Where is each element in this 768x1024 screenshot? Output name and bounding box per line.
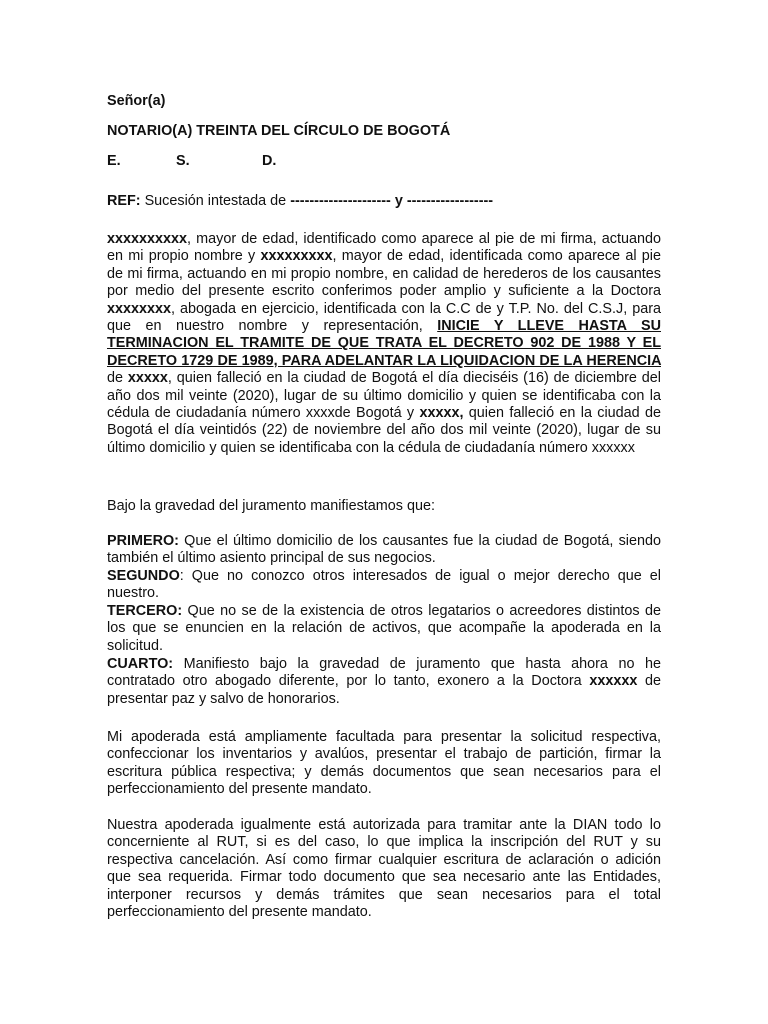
- addressee: NOTARIO(A) TREINTA DEL CÍRCULO DE BOGOTÁ: [107, 123, 451, 139]
- item-label: PRIMERO:: [107, 533, 179, 549]
- deceased-name-2: xxxxx,: [419, 405, 464, 422]
- reference-line: [107, 193, 661, 210]
- power-of-attorney-paragraph: [107, 231, 661, 457]
- paragraph-text: de: [107, 370, 128, 387]
- esd-e: E.: [107, 153, 121, 169]
- item-label: CUARTO:: [107, 656, 174, 672]
- authority-paragraph: Mi apoderada está ampliamente facultada para presentar la solicitud respectiva, confeccionar los inventarios y avalúos, presentar el trabajo de partición, firmar la escritura pública respectiva; y demás documentos que sean necesarios para el perfeccionamiento del presente mandato.: [107, 729, 661, 798]
- paragraph-text: , abogada en ejercicio, identificada con la C.C de y T.P. No. del C.S.J, para que en nuestro nombre y representación,: [107, 300, 661, 335]
- item-label: SEGUNDO: [107, 568, 180, 584]
- item-label: TERCERO:: [107, 603, 183, 619]
- item-text: Que no se de la existencia de otros legatarios o acreedores distintos de los que se enuncien en la relación de activos, que acompañe la apoderada en la solicitud.: [107, 603, 661, 654]
- item-text: de presentar paz y salvo de honorarios.: [107, 673, 661, 707]
- paragraph-text: quien falleció en la ciudad de Bogotá el día veintidós (22) de noviembre del año dos mil veinte (2020), lugar de su último domicilio y quien se identificaba con la cédula de ciudadanía número xxxxxx: [107, 405, 662, 456]
- paragraph-text: , mayor de edad, identificado como aparece al pie de mi firma, actuando en mi propio nombre y: [107, 231, 661, 265]
- esd-d: D.: [262, 153, 277, 169]
- ref-blank-2: ------------------: [406, 193, 494, 209]
- item-text: : Que no conozco otros interesados de igual o mejor derecho que el nuestro.: [107, 568, 661, 602]
- item-segundo: [107, 568, 661, 603]
- ref-text: Sucesión intestada de: [140, 193, 291, 209]
- paragraph-text: , mayor de edad, identificada como aparece al pie de mi firma, actuando en mi propio nombre, en calidad de herederos de los causantes por medio del presente escrito conferimos poder amplio y suficiente a la Doctora: [107, 248, 661, 300]
- item-text: Manifiesto bajo la gravedad de juramento que hasta ahora no he contratado otro abogado diferente, por lo tanto, exonero a la Doctora: [107, 656, 661, 690]
- esd-line: [107, 153, 276, 169]
- item-text: Que el último domicilio de los causantes fue la ciudad de Bogotá, siendo también el último asiento principal de sus negocios.: [107, 533, 661, 567]
- dian-paragraph: Nuestra apoderada igualmente está autorizada para tramitar ante la DIAN todo lo concerniente al RUT, si es del caso, lo que implica la inscripción del RUT y su respectiva cancelación. Así como firmar cualquier escritura de aclaración o adición que sea requerida. Firmar todo documento que sea necesario ante las Entidades, interponer recursos y demás trámites que sean necesarios para el total perfeccionamiento del presente mandato.: [107, 817, 661, 921]
- attorney-name: xxxxxx: [589, 673, 638, 690]
- item-primero: [107, 533, 661, 568]
- esd-s: S.: [176, 153, 190, 169]
- oath-intro: Bajo la gravedad del juramento manifiestamos que:: [107, 498, 435, 514]
- ref-label: REF:: [107, 193, 141, 209]
- attorney-name: xxxxxxxx: [107, 300, 172, 317]
- mandate-statement: INICIE Y LLEVE HASTA SU TERMINACION EL TRAMITE DE QUE TRATA EL DECRETO 902 DE 1988 Y EL DECRETO 1729 DE 1989, PARA ADELANTAR LA LIQUIDACION DE LA HERENCIA: [107, 318, 661, 369]
- ref-conjunction: y: [390, 193, 407, 209]
- deceased-name-1: xxxxx: [127, 370, 168, 387]
- salutation: Señor(a): [107, 93, 166, 109]
- grantor-name-2: xxxxxxxxx: [260, 248, 333, 265]
- item-cuarto: [107, 656, 661, 708]
- grantor-name-1: xxxxxxxxxx: [107, 231, 188, 247]
- item-tercero: [107, 603, 661, 655]
- ref-blank-1: ---------------------: [290, 193, 391, 209]
- paragraph-text: , quien falleció en la ciudad de Bogotá el día dieciséis (16) de diciembre del año dos mil veinte (2020), lugar de su último domicilio y quien se identificaba con la cédula de ciudadanía número xxxxde Bogotá y: [107, 370, 661, 422]
